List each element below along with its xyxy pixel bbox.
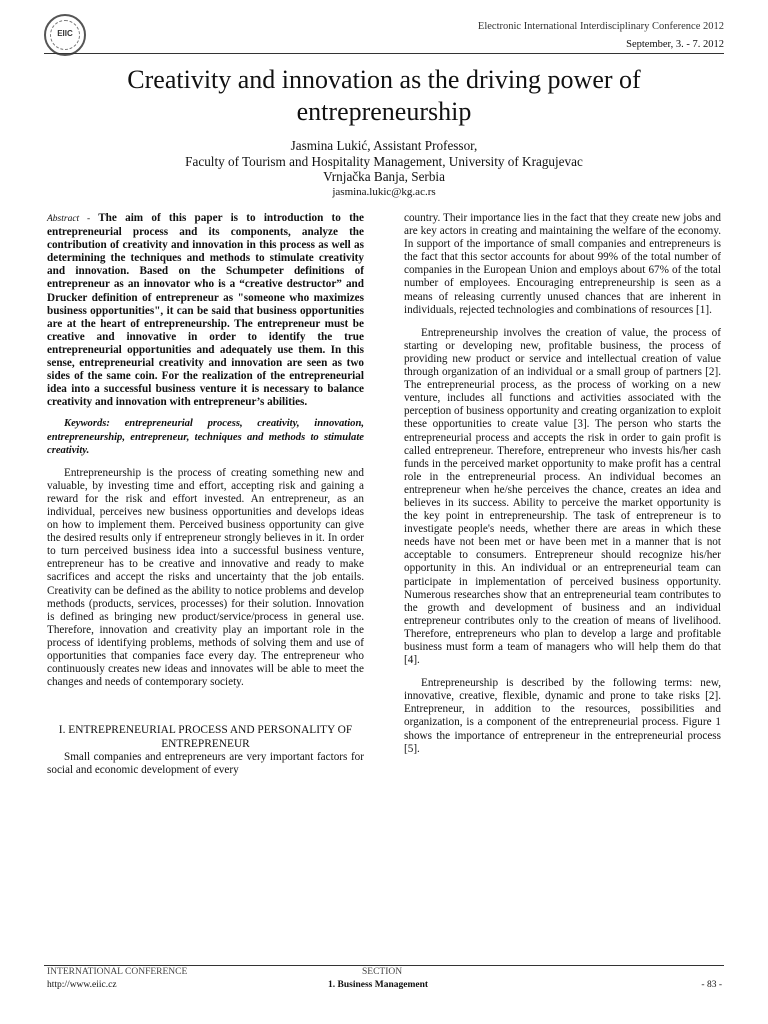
left-column xyxy=(47,212,364,777)
right-column xyxy=(404,212,721,756)
paragraph: Entrepreneurship is the process of creating something new and valuable, by investing time and effort, accepting risk and gaining a reward for the risk and effort invested. An entrepreneur, as an individual, perceives new business opportunities and develops ideas on how to implement them. Perceived business opportunity can give the desired results only if entrepreneur strongly believes in it. In order to turn perceived business idea into a successful business venture, entrepreneur has to be creative and innovative and ready to make sacrifices and accept the risks and uncertainty that the job entails. Creativity can be defined as the ability to notice problems and develop methods (products, services, processes) for their solution. Innovation is defined as bringing new product/service/process in general use. Therefore, innovation and creativity play an important role in the process of identifying problems, methods of solving them and use of opportunities that companies face every day. The entrepreneur who continuously creates new ideas and innovates will be able to meet the changes and needs of contemporary society. xyxy=(47,466,364,689)
footer-section-name: 1. Business Management xyxy=(328,980,429,990)
abstract xyxy=(47,212,364,409)
author-location: Vrnjačka Banja, Serbia xyxy=(323,169,445,184)
page-number: - 83 - xyxy=(701,980,722,990)
footer-rule xyxy=(44,965,724,966)
section-heading: I. ENTREPRENEURIAL PROCESS AND PERSONALITY OF ENTREPRENEUR xyxy=(58,724,353,751)
paragraph: Small companies and entrepreneurs are very important factors for social and economic development of every xyxy=(47,751,364,777)
abstract-label: Abstract - xyxy=(47,214,91,224)
logo-text: EIIC xyxy=(57,29,73,38)
author-affiliation: Faculty of Tourism and Hospitality Management, University of Kragujevac xyxy=(185,153,583,169)
header-rule xyxy=(44,53,724,54)
paragraph: Entrepreneurship is described by the following terms: new, innovative, creative, flexible, dynamic and prone to take risks [2]. Entrepreneur, in addition to the resources, possibilities and organization, is a component of the entrepreneurial process. Figure 1 shows the importance of entrepreneur in the entrepreneurial process [5]. xyxy=(404,677,721,755)
header-dates: September, 3. - 7. 2012 xyxy=(626,39,724,50)
paragraph: country. Their importance lies in the fact that they create new jobs and are key actors in creating and maintaining the welfare of the economy. In support of the importance of small companies and entrepreneurs is the fact that this sector accounts for about 99% of the total number of companies in the European Union and employs about 67% of the total number of employees. Encouraging entrepreneurship is seen as a means of releasing currently unused chances that are inherent in individuals, rejected technologies and combinations of resources [1]. xyxy=(404,212,721,316)
author-block xyxy=(40,138,728,200)
keywords: Keywords: entrepreneurial process, creativity, innovation, entrepreneurship, entrepreneur, techniques and methods to stimulate creativity. xyxy=(47,418,364,456)
paragraph: Entrepreneurship involves the creation of value, the process of starting or developing new, profitable business, the process of providing new product or service and intellectual creation of value through organization of an individual or a small group of partners [2]. The entrepreneurial process, as the process of working on a new venture, includes all functions and activities associated with the perception of business opportunity and creating organization to exploit these opportunities to create value [3]. The person who starts the entrepreneurial process and accepts the risk in order to gain profit is called entrepreneur. Therefore, entrepreneur who invests his/her cash funds in the perceived market opportunity to make profit has a central role in the entrepreneurial process. An individual becomes an entrepreneur when he/she perceives the chance, creates an idea and believes in its success. Ability to perceive the market opportunity is the key point in entrepreneurship. The task of entrepreneur is to investigate people's needs, whether there are areas in which these needs have not been met or have been met in a manner that is not acceptable to consumers. Entrepreneur should recognize his/her opportunity in this. An individual or an entrepreneurial team can participate in implementation of perceived business opportunity. Numerous researches show that an entrepreneurial team contributes to the growth and development of business and an individual entrepreneur contributes only to the creation of means of livelihood. Therefore, entrepreneurs who plan to develop a large and profitable business must form a team of managers who will help them do that [4]. xyxy=(404,326,721,667)
author-email[interactable]: jasmina.lukic@kg.ac.rs xyxy=(332,185,436,198)
conference-logo xyxy=(44,14,86,56)
paper-title: Creativity and innovation as the driving power of entrepreneurship xyxy=(127,65,641,126)
header-conference: Electronic International Interdisciplinary Conference 2012 xyxy=(477,21,724,32)
footer-url[interactable]: http://www.eiic.cz xyxy=(47,980,117,990)
abstract-text: The aim of this paper is to introduction to the entrepreneurial process and its components, analyze the contribution of creativity and innovation in this process as well as determining the techniques and methods to stimulate creativity and innovation. Based on the Schumpeter definitions of entrepreneur as an innovator who is a “creative destructor” and Drucker definition of entrepreneur as "someone who maximizes business opportunities", it can be said that business opportunities are at the heart of entrepreneurship. The entrepreneur must be creative and innovative in order to identify the true entrepreneurial opportunities and adequately use them. In this sense, entrepreneurial creativity and innovation are seen as two sides of the same coin. For the realization of the entrepreneurial idea into a successful business venture it is necessary to balance creativity and innovation with entrepreneur’s abilities. xyxy=(47,212,364,409)
footer-section-label: SECTION xyxy=(362,967,403,977)
footer-conference: INTERNATIONAL CONFERENCE xyxy=(47,967,188,977)
author-name: Jasmina Lukić, Assistant Professor, xyxy=(290,138,478,153)
